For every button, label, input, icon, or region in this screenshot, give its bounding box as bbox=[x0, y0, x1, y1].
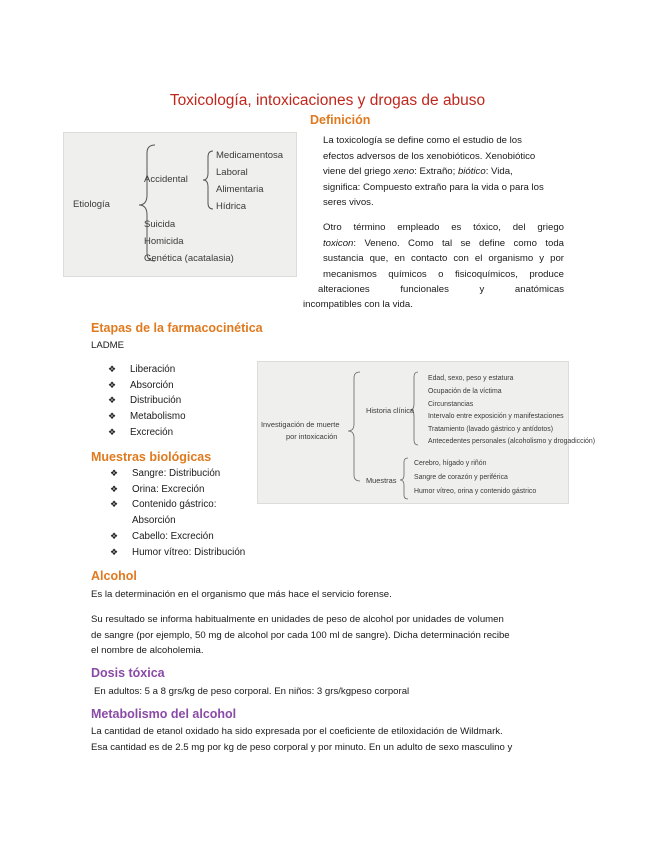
etiology-item: Suicida bbox=[144, 219, 176, 230]
muestras-label: Muestras bbox=[366, 476, 397, 485]
text-line: de sangre (por ejemplo, 50 mg de alcohol por cada 100 ml de sangre). Dicha determinación recibe bbox=[91, 629, 510, 641]
farmaco-list bbox=[108, 362, 186, 441]
diamond-bullet-icon: ❖ bbox=[108, 395, 117, 406]
text-line: La toxicología se define como el estudio de los bbox=[323, 135, 522, 146]
muestras-item: Sangre de corazón y periférica bbox=[414, 474, 508, 481]
historia-item: Edad, sexo, peso y estatura bbox=[428, 375, 514, 382]
diamond-bullet-icon: ❖ bbox=[108, 411, 117, 422]
diamond-bullet-icon: ❖ bbox=[108, 426, 117, 437]
investigation-root: por intoxicación bbox=[286, 432, 338, 441]
alcohol-paragraph-1: Es la determinación en el organismo que más hace el servicio forense. bbox=[91, 589, 392, 600]
muestras-heading: Muestras biológicas bbox=[91, 450, 212, 464]
death-investigation-diagram bbox=[257, 361, 596, 504]
page-title: Toxicología, intoxicaciones y drogas de abuso bbox=[169, 92, 486, 109]
diamond-bullet-icon: ❖ bbox=[110, 499, 119, 510]
diamond-bullet-icon: ❖ bbox=[110, 546, 119, 557]
alcohol-heading: Alcohol bbox=[91, 569, 137, 583]
etiology-item: Genética (acatalasia) bbox=[144, 253, 234, 264]
list-item: ❖ Excreción bbox=[108, 425, 186, 441]
accidental-item: Alimentaria bbox=[216, 184, 264, 195]
accidental-item: Medicamentosa bbox=[216, 150, 284, 161]
historia-item: Circunstancias bbox=[428, 401, 474, 408]
historia-item: Tratamiento (lavado gástrico y antídotos) bbox=[428, 426, 553, 433]
accidental-item: Hídrica bbox=[216, 201, 247, 212]
etiology-diagram bbox=[63, 132, 297, 277]
dosis-heading: Dosis tóxica bbox=[91, 666, 165, 680]
etiology-root: Etiología bbox=[73, 199, 110, 210]
text-line: sustancia que, en contacto con el organismo y por bbox=[323, 253, 564, 264]
text-line: toxicon: Veneno. Como tal se define como toda bbox=[323, 237, 564, 249]
historia-item: Intervalo entre exposición y manifestaciones bbox=[428, 413, 564, 420]
text-line: Otro término empleado es tóxico, del griego bbox=[323, 222, 564, 233]
text-line: Esa cantidad es de 2.5 mg por kg de peso corporal y por minuto. En un adulto de sexo masculino y bbox=[91, 741, 513, 753]
dosis-text: En adultos: 5 a 8 grs/kg de peso corporal. En niños: 3 grs/kgpeso corporal bbox=[94, 686, 410, 697]
historia-item: Antecedentes personales (alcoholismo y drogadicción) bbox=[428, 438, 596, 445]
metabolismo-heading: Metabolismo del alcohol bbox=[91, 707, 237, 721]
list-item: ❖ Sangre: Distribución bbox=[110, 466, 245, 482]
definicion-paragraph-1 bbox=[323, 133, 564, 211]
diamond-bullet-icon: ❖ bbox=[108, 364, 117, 374]
diamond-bullet-icon: ❖ bbox=[110, 483, 119, 494]
text-line: seres vivos. bbox=[323, 197, 374, 208]
accidental-item: Laboral bbox=[216, 167, 248, 178]
definicion-heading: Definición bbox=[310, 113, 371, 127]
diamond-bullet-icon: ❖ bbox=[110, 468, 119, 478]
list-item: ❖ Metabolismo bbox=[108, 409, 186, 425]
ladme-label: LADME bbox=[91, 340, 125, 351]
historia-item: Ocupación de la víctima bbox=[428, 388, 502, 395]
muestras-item: Cerebro, hígado y riñón bbox=[414, 460, 487, 467]
list-item: ❖ Orina: Excreción bbox=[110, 482, 245, 498]
historia-label: Historia clínica bbox=[366, 406, 415, 415]
definicion-paragraph-2 bbox=[323, 220, 564, 282]
text-line: La cantidad de etanol oxidado ha sido expresada por el coeficiente de etiloxidación de Wildmark. bbox=[91, 726, 503, 737]
accidental-label: Accidental bbox=[144, 174, 188, 185]
metabolismo-paragraph bbox=[91, 724, 561, 755]
alcohol-paragraph-2 bbox=[91, 612, 561, 659]
text-line: efectos adversos de los xenobióticos. Xenobiótico bbox=[323, 150, 536, 162]
muestras-item: Humor vítreo, orina y contenido gástrico bbox=[414, 488, 537, 495]
definicion-line: alteraciones funcionales y anatómicas bbox=[318, 284, 564, 295]
text-line: Su resultado se informa habitualmente en unidades de peso de alcohol por unidades de volumen bbox=[91, 614, 504, 625]
text-line: viene del griego xeno: Extraño; biótico: Vida, bbox=[323, 166, 513, 177]
list-item: ❖ Humor vítreo: Distribución bbox=[110, 545, 245, 561]
list-item: ❖ Contenido gástrico: Absorción bbox=[110, 499, 217, 527]
text-line: el nombre de alcoholemia. bbox=[91, 645, 204, 656]
text-line: significa: Compuesto extraño para la vida o para los bbox=[323, 181, 544, 193]
list-item: ❖ Cabello: Excreción bbox=[110, 529, 245, 545]
investigation-root: Investigación de muerte bbox=[261, 420, 340, 429]
farmaco-heading: Etapas de la farmacocinética bbox=[91, 321, 263, 335]
diamond-bullet-icon: ❖ bbox=[110, 530, 119, 541]
list-item: ❖ Liberación bbox=[108, 362, 186, 378]
list-item: ❖ Distribución bbox=[108, 393, 186, 409]
etiology-item: Homicida bbox=[144, 236, 184, 247]
list-item: ❖ Absorción bbox=[108, 378, 186, 394]
diamond-bullet-icon: ❖ bbox=[108, 379, 117, 390]
muestras-list bbox=[110, 466, 245, 560]
definicion-line: incompatibles con la vida. bbox=[303, 299, 413, 310]
text-line: mecanismos químicos o fisicoquímicos, produce bbox=[323, 268, 564, 280]
